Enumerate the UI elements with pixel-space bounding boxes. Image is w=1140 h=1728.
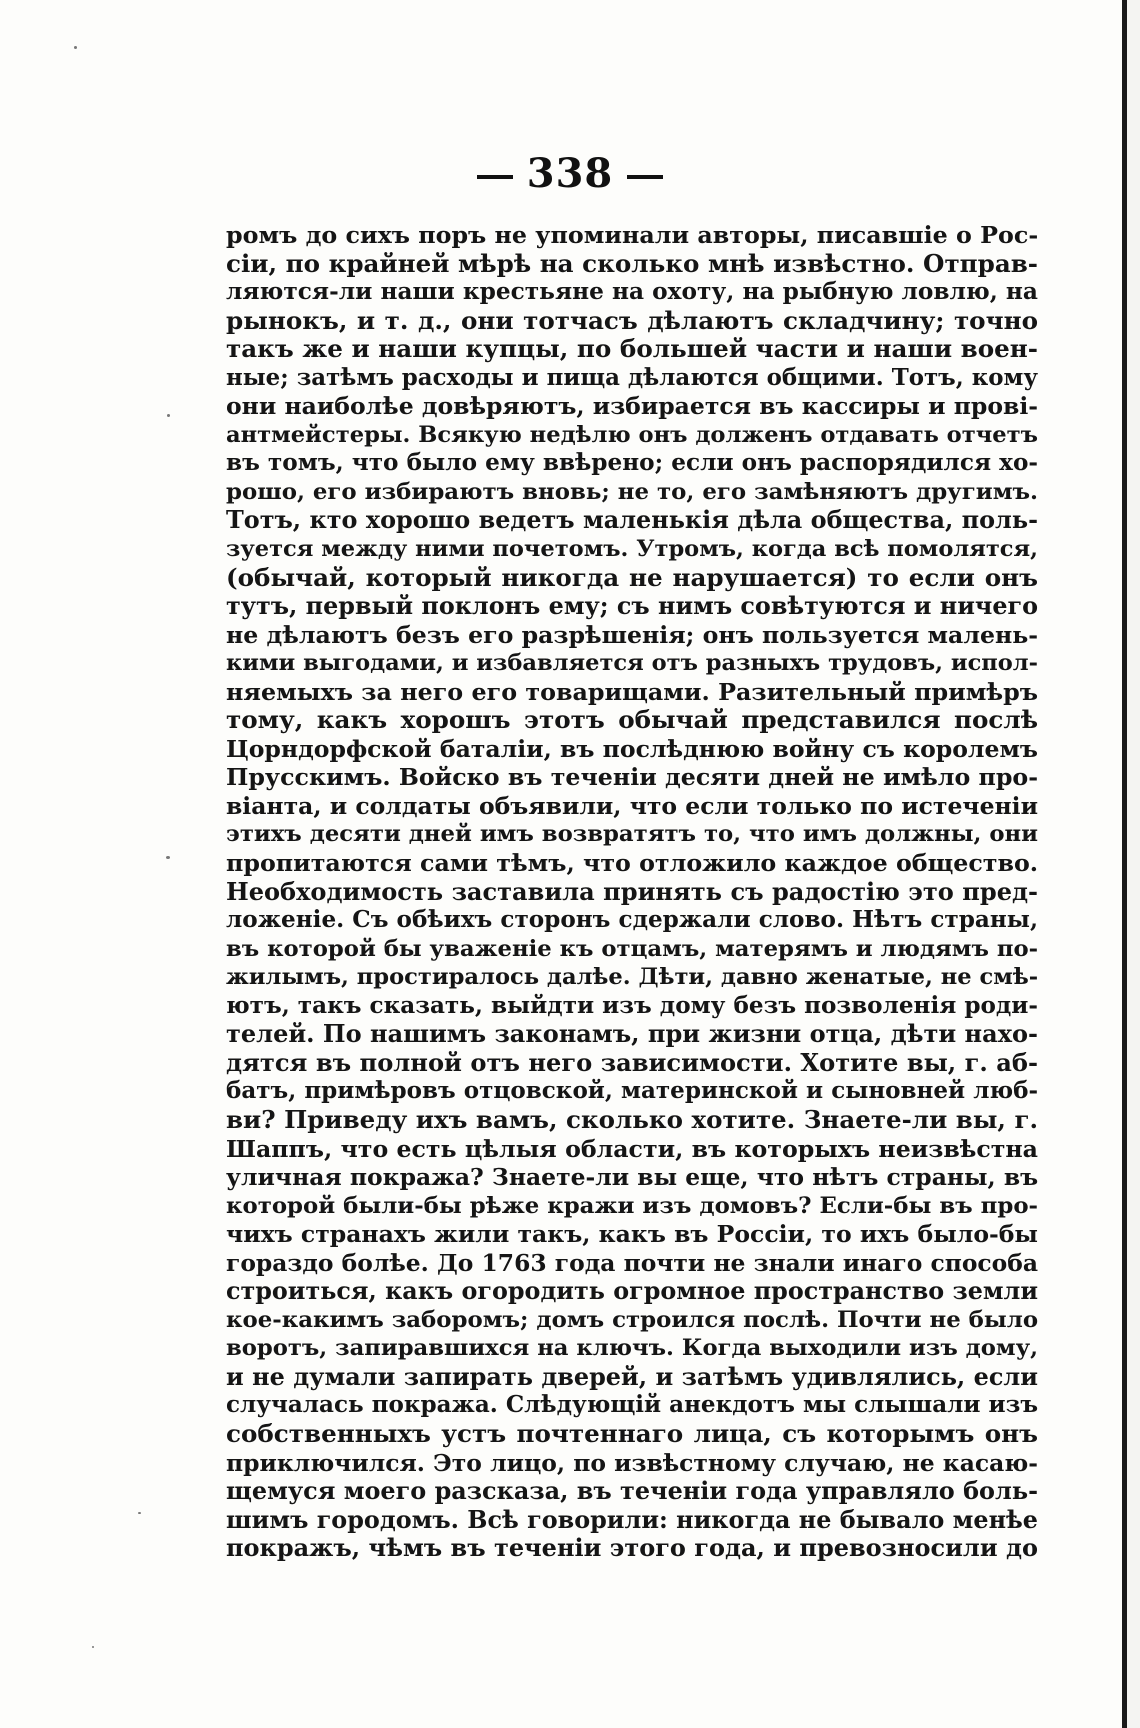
text-line: такъ же и наши купцы, по большей части и наши воен- bbox=[226, 335, 1038, 364]
text-line: рошо, его избираютъ вновь; не то, его замѣняютъ другимъ. bbox=[226, 478, 1038, 505]
text-line: они наиболѣе довѣряютъ, избирается въ кассиры и прові- bbox=[226, 392, 1038, 421]
text-line: тому, какъ хорошъ этотъ обычай представился послѣ bbox=[226, 706, 1038, 735]
text-line: и не думали запирать дверей, и затѣмъ удивлялись, если bbox=[226, 1362, 1038, 1391]
text-line: ютъ, такъ сказать, выйдти изъ дому безъ позволенія роди- bbox=[226, 991, 1038, 1019]
scan-speck bbox=[167, 414, 170, 417]
body-text bbox=[226, 221, 1038, 1563]
text-line: ромъ до сихъ поръ не упоминали авторы, писавшіе о Рос- bbox=[226, 221, 1038, 249]
text-line: ляются-ли наши крестьяне на охоту, на рыбную ловлю, на bbox=[226, 278, 1038, 306]
text-line: ви? Приведу ихъ вамъ, сколько хотите. Знаете-ли вы, г. bbox=[226, 1105, 1038, 1134]
text-line: кое-какимъ заборомъ; домъ строился послѣ. Почти не было bbox=[226, 1306, 1038, 1333]
text-line: не дѣлаютъ безъ его разрѣшенія; онъ пользуется малень- bbox=[226, 620, 1038, 649]
text-line: которой были-бы рѣже кражи изъ домовъ? Если-бы въ про- bbox=[226, 1192, 1038, 1219]
text-line: (обычай, который никогда не нарушается) то если онъ bbox=[226, 563, 1038, 592]
text-line: строиться, какъ огородить огромное пространство земли bbox=[226, 1277, 1038, 1306]
text-line: Шаппъ, что есть цѣлыя области, въ которыхъ неизвѣстна bbox=[226, 1134, 1038, 1163]
text-line: воротъ, запиравшихся на ключъ. Когда выходили изъ дому, bbox=[226, 1335, 1038, 1362]
text-line: Необходимость заставила принять съ радостію это пред- bbox=[226, 877, 1038, 906]
text-line: дятся въ полной отъ него зависимости. Хотите вы, г. аб- bbox=[226, 1048, 1038, 1077]
page-header bbox=[0, 150, 1140, 197]
text-line: телей. По нашимъ законамъ, при жизни отца, дѣти нахо- bbox=[226, 1020, 1038, 1049]
scan-speck bbox=[166, 856, 170, 859]
text-line: ложеніе. Съ обѣихъ сторонъ сдержали слово. Нѣтъ страны, bbox=[226, 906, 1038, 934]
text-line: Прусскимъ. Войско въ теченіи десяти дней не имѣло про- bbox=[226, 763, 1038, 792]
text-line: приключился. Это лицо, по извѣстному случаю, не касаю- bbox=[226, 1448, 1038, 1477]
text-line: шимъ городомъ. Всѣ говорили: никогда не бывало менѣе bbox=[226, 1505, 1038, 1534]
scan-speck bbox=[74, 46, 77, 49]
text-line: уличная покража? Знаете-ли вы еще, что нѣтъ страны, въ bbox=[226, 1163, 1038, 1192]
text-line: няемыхъ за него его товарищами. Разительный примѣръ bbox=[226, 677, 1038, 706]
page-number: 338 bbox=[526, 150, 614, 197]
text-line: въ томъ, что было ему ввѣрено; если онъ распорядился хо- bbox=[226, 449, 1038, 477]
text-line: Цорндорфской баталіи, въ послѣднюю войну съ королемъ bbox=[226, 734, 1038, 763]
text-line: рынокъ, и т. д., они тотчасъ дѣлаютъ складчину; точно bbox=[226, 306, 1038, 335]
text-line: ные; затѣмъ расходы и пища дѣлаются общими. Тотъ, кому bbox=[226, 364, 1038, 391]
text-line: пропитаются сами тѣмъ, что отложило каждое общество. bbox=[226, 849, 1038, 878]
page-margin-strip bbox=[1127, 0, 1140, 1728]
text-line: гораздо болѣе. До 1763 года почти не знали инаго способа bbox=[226, 1248, 1038, 1277]
text-line: собственныхъ устъ почтеннаго лица, съ которымъ онъ bbox=[226, 1419, 1038, 1448]
text-line: жилымъ, простиралось далѣе. Дѣти, давно женатые, не смѣ- bbox=[226, 964, 1038, 991]
header-dash-left bbox=[477, 175, 513, 179]
text-line: зуется между ними почетомъ. Утромъ, когда всѣ помолятся, bbox=[226, 536, 1038, 563]
text-line: кими выгодами, и избавляется отъ разныхъ трудовъ, испол- bbox=[226, 650, 1038, 677]
text-line: сіи, по крайней мѣрѣ на сколько мнѣ извѣстно. Отправ- bbox=[226, 249, 1038, 278]
text-line: віанта, и солдаты объявили, что если только по истеченіи bbox=[226, 791, 1038, 820]
text-line: случалась покража. Слѣдующій анекдотъ мы слышали изъ bbox=[226, 1391, 1038, 1419]
text-line: этихъ десяти дней имъ возвратятъ то, что имъ должны, они bbox=[226, 821, 1038, 848]
text-line: Тотъ, кто хорошо ведетъ маленькія дѣла общества, поль- bbox=[226, 506, 1038, 535]
scan-speck bbox=[92, 1646, 94, 1648]
text-line: въ которой бы уваженіе къ отцамъ, матерямъ и людямъ по- bbox=[226, 935, 1038, 962]
text-line: батъ, примѣровъ отцовской, материнской и сыновней люб- bbox=[226, 1077, 1038, 1105]
text-line: чихъ странахъ жили такъ, какъ въ Россіи, то ихъ было-бы bbox=[226, 1220, 1038, 1249]
text-line: тутъ, первый поклонъ ему; съ нимъ совѣтуются и ничего bbox=[226, 592, 1038, 621]
header-dash-right bbox=[627, 175, 663, 179]
text-line: антмейстеры. Всякую недѣлю онъ долженъ отдавать отчетъ bbox=[226, 421, 1038, 448]
text-line: покражъ, чѣмъ въ теченіи этого года, и превозносили до bbox=[226, 1534, 1038, 1563]
scan-speck bbox=[138, 1512, 141, 1514]
text-line: щемуся моего разсказа, въ теченіи года управляло боль- bbox=[226, 1477, 1038, 1506]
